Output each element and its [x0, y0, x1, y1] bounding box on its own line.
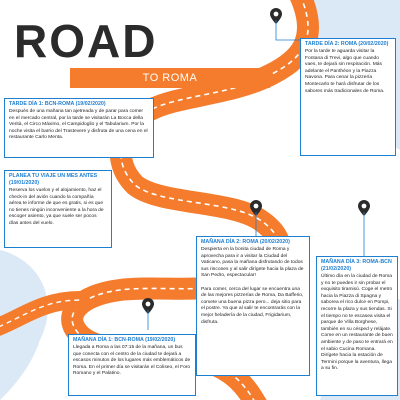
itinerary-card-planning: [4, 170, 112, 248]
itinerary-card-day2-afternoon: [300, 38, 396, 156]
card-body: Después de una mañana tan ajetreada y de parar para comer en el mercado central, por la tarde se visitarán La Bocca della Verità, el Circo Máximo, el Campidoglio y el Tabularium. Por la noche visita el barrio del Trastevere y disfruta de una cena en el restaurante Carlo Menta.: [9, 109, 150, 141]
card-body: Por la tarde te aguarda visitar la Fontana di Trevi, algo que cuando vaes, te dejará sin respiración. Más adelante el Panthéon y la Piazza Navona. Para cenar la pizzería Montecarlo te hará disfrutar de los sabores más tradicionales de Roma.: [305, 49, 385, 94]
itinerary-card-day1-morning: [68, 334, 196, 396]
card-body: Llegada a Roma a las 07:15 de la mañana, un bus que conecta con el centro de la ciudad te dejará a escasos minutos de los lugares más emblemáticos de Roma. En el primer día se visitarán el Coliseo, el Foro Romano y el Palatino.: [73, 345, 192, 377]
card-body: Reserva los vuelos y el alojamiento, haz el check-in del avión cuando la compañía aérea te informe de que es gratis, si es que no tienes ningún inconveniente a la hora de escoger asiento, ya que suele ser pocos días antes del vuelo.: [9, 188, 105, 226]
card-body: Despierta en la bonita ciudad de Roma y aprovecha para ir a visitar la Ciudad del Vaticano, pasa la mañana disfrutando de todos sus rincones y al salir dirígete hacia la plaza de San Pedro, espectacular! Para comer, cerca del lugar se encuentra una de las mejores pizzerías de Roma, Da Bafferio, comete una buena pizza pero... deja sitio para el postre. Ya que al salir te encontrarás con la mejor heladería de la ciudad, Frigidarium, disfruta.: [201, 247, 304, 325]
card-title: MAÑANA DÍA 1: BCN-ROMA (19/02/2020): [73, 337, 176, 343]
page-subtitle: TO ROMA: [70, 68, 270, 88]
card-title: TARDE DÍA 1: BCN-ROMA (19/02/2020): [9, 101, 106, 107]
itinerary-card-day1-afternoon: [4, 98, 154, 158]
card-body: Último día en la ciudad de Roma y no te puedes ir sin probar el exquisito tiramisú. Coge el metro hacia la Piazza di Spagna y saborea el rico dulce en Pompi, recorre la plaza y sus tiendas. Si el tiempo no te escasea visita el parque de Villa Borghese, también en su césped y relájate. Come en un restaurante de buen ambiente y de paso te entrará en el sabio Cucina Romana. Dirígete hacia la estación de Termini porque la aventura, llega a su fin.: [321, 274, 395, 372]
itinerary-card-day3-morning: [316, 256, 398, 396]
page-title: ROAD: [14, 15, 158, 67]
itinerary-card-day2-morning: [196, 236, 310, 376]
card-title: TARDE DÍA 2: ROMA (20/02/2020): [305, 41, 389, 47]
card-title: MAÑANA DÍA 2: ROMA (20/02/2020): [201, 239, 290, 245]
card-title: MAÑANA DÍA 3: ROMA-BCN (21/02/2020): [321, 259, 392, 272]
card-title: PLANEA TU VIAJE UN MES ANTES (19/01/2020): [9, 173, 98, 186]
